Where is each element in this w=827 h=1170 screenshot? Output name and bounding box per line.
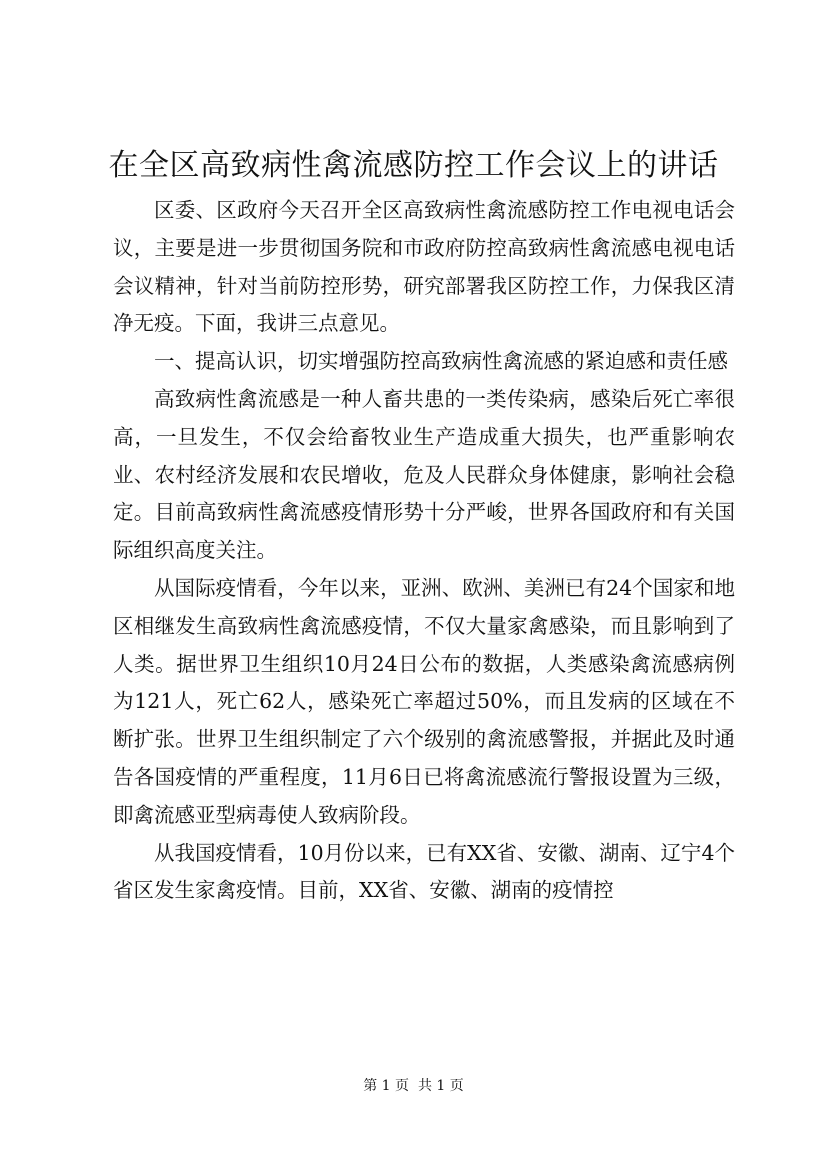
document-body <box>113 192 735 910</box>
section-heading-1: 一、提高认识，切实增强防控高致病性禽流感的紧迫感和责任感 <box>154 349 728 374</box>
paragraph-international: 从国际疫情看，今年以来，亚洲、欧洲、美洲已有24个国家和地区相继发生高致病性禽流感疫情，不仅大量家禽感染，而且影响到了人类。据世界卫生组织10月24日公布的数据，人类感染禽流感病例为121人，死亡62人，感染死亡率超过50%，而且发病的区域在不断扩张。世界卫生组织制定了六个级别的禽流感警报，并据此及时通告各国疫情的严重程度，11月6日已将禽流感流行警报设置为三级，即禽流感亚型病毒使人致病阶段。 <box>113 575 735 827</box>
paragraph-intro: 区委、区政府今天召开全区高致病性禽流感防控工作电视电话会议，主要是进一步贯彻国务院和市政府防控高致病性禽流感电视电话会议精神，针对当前防控形势，研究部署我区防控工作，力保我区清净无疫。下面，我讲三点意见。 <box>113 198 735 336</box>
paragraph-domestic: 从我国疫情看，10月份以来，已有XX省、安徽、湖南、辽宁4个省区发生家禽疫情。目前，XX省、安徽、湖南的疫情控 <box>113 840 735 903</box>
paragraph-background: 高致病性禽流感是一种人畜共患的一类传染病，感染后死亡率很高，一旦发生，不仅会给畜牧业生产造成重大损失，也严重影响农业、农村经济发展和农民增收，危及人民群众身体健康，影响社会稳定。目前高致病性禽流感疫情形势十分严峻，世界各国政府和有关国际组织高度关注。 <box>113 386 735 563</box>
page-footer: 第 1 页 共 1 页 <box>363 1078 464 1094</box>
document-title: 在全区高致病性禽流感防控工作会议上的讲话 <box>108 148 719 183</box>
